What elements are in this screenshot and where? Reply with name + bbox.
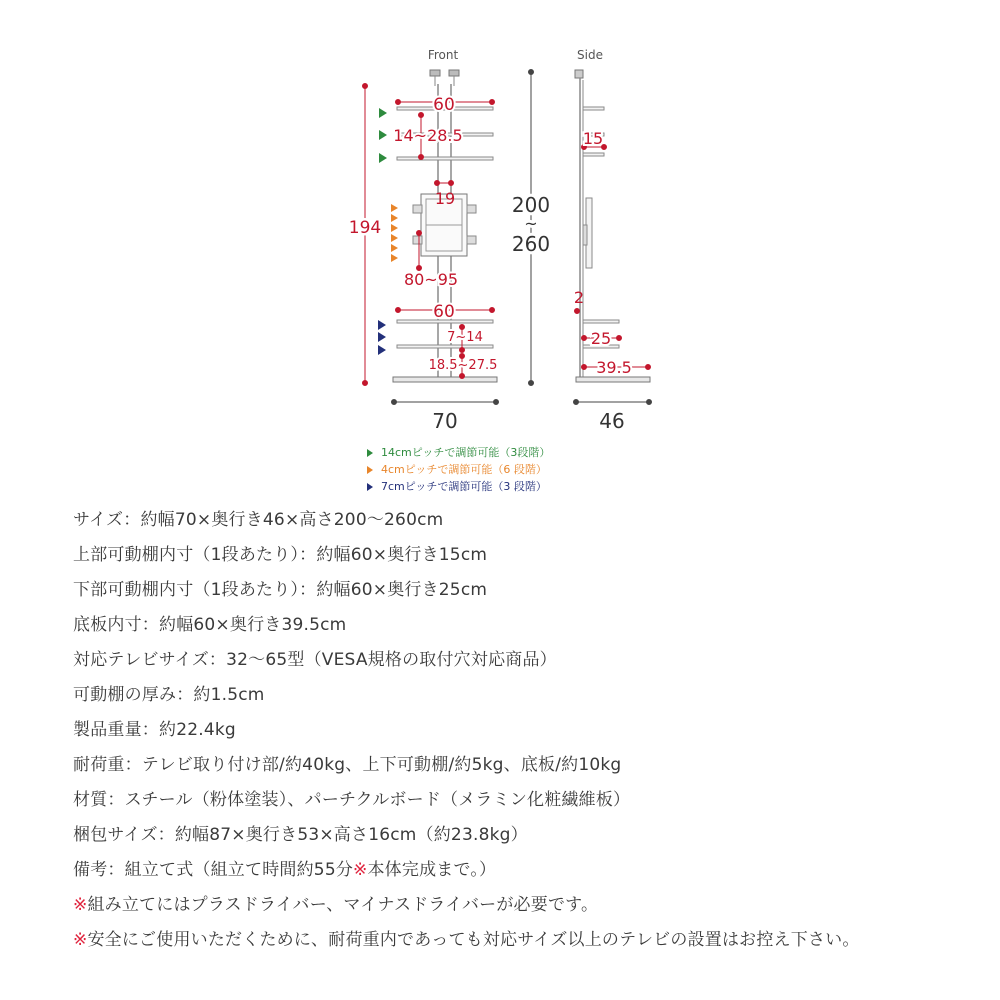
lower-shelf-width-label: 60 (433, 302, 455, 322)
note-tools (73, 888, 973, 923)
side-view-label: Side (577, 48, 603, 62)
pitch-legend (367, 444, 550, 495)
note-mark: ※ (73, 930, 88, 950)
legend-item-orange (367, 461, 550, 478)
upper-shelf-width-label: 60 (433, 95, 455, 115)
spec-package-size: 梱包サイズ：約幅87×奥行き53×高さ16cm（約23.8kg） (73, 825, 528, 845)
navy-pitch-markers (378, 320, 386, 355)
bottom-gap-label: 18.5~27.5 (428, 358, 498, 373)
remark-suffix: 本体完成まで。） (367, 860, 497, 880)
front-view-label: Front (427, 48, 459, 62)
base-width-label: 70 (432, 409, 458, 433)
side-offset-label: 2 (573, 288, 585, 307)
spec-load-capacity: 耐荷重：テレビ取り付け部/約40kg、上下可動棚/約5kg、底板/約10kg (73, 755, 622, 775)
triangle-icon (367, 466, 373, 474)
triangle-icon (367, 483, 373, 491)
note-mark: ※ (353, 860, 368, 880)
spec-shelf-thickness: 可動棚の厚み：約1.5cm (73, 685, 265, 705)
green-pitch-markers (379, 108, 387, 163)
legend-text: 7cmピッチで調節可能（3 段階） (381, 480, 547, 493)
note-text: 組み立てにはプラスドライバー、マイナスドライバーが必要です。 (87, 895, 599, 915)
side-upper-depth-label: 15 (582, 129, 604, 148)
upper-pitch-label: 14~28.5 (393, 126, 463, 145)
spec-remarks (73, 853, 973, 888)
dimension-diagram (0, 0, 1000, 440)
lower-pitch-label: 7~14 (447, 330, 483, 345)
spec-size: サイズ：約幅70×奥行き46×高さ200〜260cm (73, 510, 444, 530)
spec-list (73, 503, 973, 958)
orange-pitch-markers (391, 204, 398, 262)
legend-item-navy (367, 478, 550, 495)
left-height-label: 194 (348, 218, 382, 238)
spec-upper-shelf: 上部可動棚内寸（1段あたり）：約幅60×奥行き15cm (73, 545, 488, 565)
note-text: 安全にご使用いただくために、耐荷重内であっても対応サイズ以上のテレビの設置はお控え下さい。 (87, 930, 860, 950)
bracket-width-label: 19 (434, 189, 456, 208)
legend-text: 14cmピッチで調節可能（3段階） (381, 446, 551, 459)
spec-lower-shelf: 下部可動棚内寸（1段あたり）：約幅60×奥行き25cm (73, 580, 488, 600)
remark-prefix: 備考：組立て式（組立て時間約55分 (73, 860, 354, 880)
note-safety (73, 923, 973, 958)
spec-tv-size: 対応テレビサイズ：32〜65型（VESA規格の取付穴対応商品） (73, 650, 557, 670)
side-lower-depth-label: 25 (590, 329, 612, 348)
spec-material: 材質：スチール（粉体塗装）、パーチクルボード（メラミン化粧繊維板） (73, 790, 631, 810)
legend-text: 4cmピッチで調節可能（6 段階） (381, 463, 547, 476)
note-mark: ※ (73, 895, 88, 915)
height-top-label: 200 (511, 193, 551, 217)
height-tilde-label: ~ (524, 214, 538, 233)
side-base-depth-label: 39.5 (596, 358, 632, 377)
triangle-icon (367, 449, 373, 457)
side-view-structure (575, 70, 650, 382)
height-bottom-label: 260 (511, 232, 551, 256)
spec-base-plate: 底板内寸：約幅60×奥行き39.5cm (73, 615, 347, 635)
side-base-label: 46 (599, 409, 625, 433)
spec-weight: 製品重量：約22.4kg (73, 720, 236, 740)
tv-height-label: 80~95 (403, 270, 459, 289)
legend-item-green (367, 444, 550, 461)
